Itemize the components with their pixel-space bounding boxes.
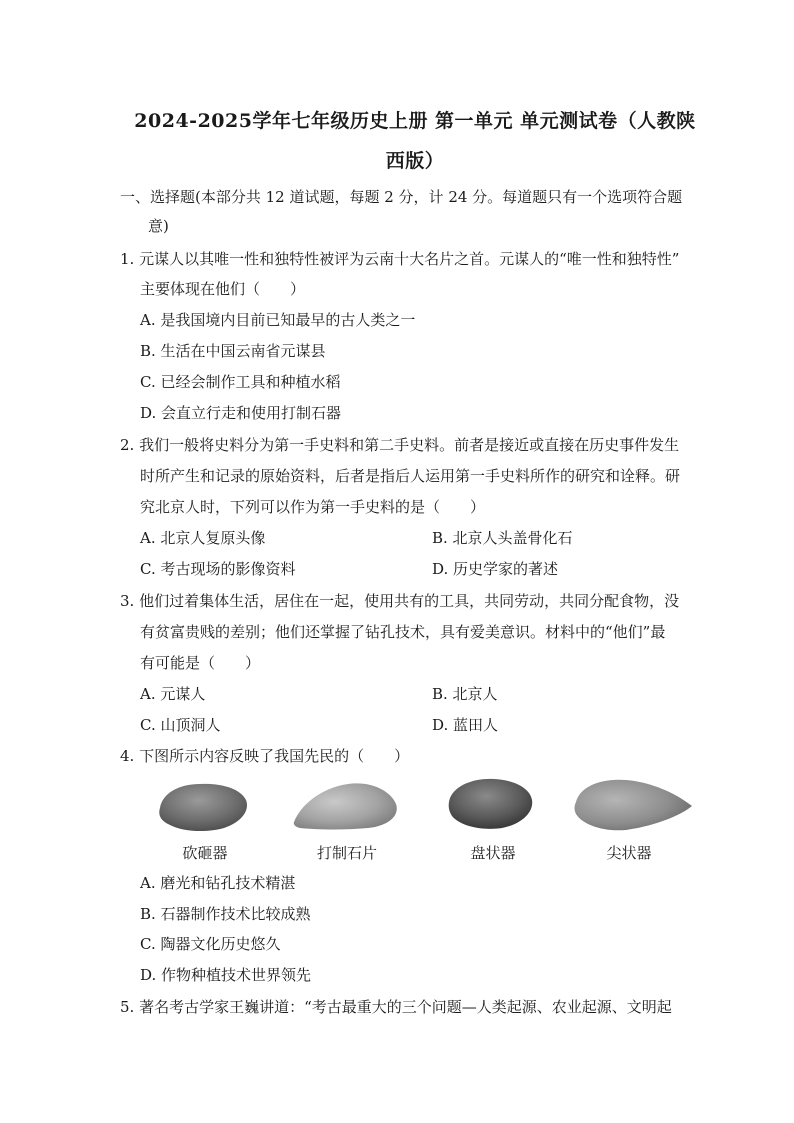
- q2-option-b: B. 北京人头盖骨化石: [432, 529, 573, 547]
- q4-option-d: D. 作物种植技术世界领先: [140, 966, 312, 984]
- q5-stem-line1: 5. 著名考古学家王巍讲道：“考古最重大的三个问题—人类起源、农业起源、文明起: [120, 998, 672, 1016]
- q3-option-b: B. 北京人: [432, 685, 498, 703]
- flake-stone-image: [290, 778, 400, 834]
- chopper-stone-image: [154, 778, 250, 834]
- exam-title-line2: 西版）: [385, 150, 445, 172]
- q2-stem-line3: 究北京人时，下列可以作为第一手史料的是（ ）: [140, 498, 486, 516]
- q4-option-a: A. 磨光和钻孔技术精湛: [140, 874, 296, 892]
- section-heading-line1: 一、选择题(本部分共 12 道试题，每题 2 分，计 24 分。每道题只有一个选项符合题: [120, 188, 683, 206]
- q2-stem-line2: 时所产生和记录的原始资料，后者是指后人运用第一手史料所作的研究和诠释。研: [140, 467, 681, 485]
- q3-stem-line3: 有可能是（ ）: [140, 654, 261, 672]
- q3-option-a: A. 元谋人: [140, 685, 206, 703]
- point-stone-image: [570, 776, 696, 834]
- q2-option-c: C. 考古现场的影像资料: [140, 560, 296, 578]
- q1-stem-line1: 1. 元谋人以其唯一性和独特性被评为云南十大名片之首。元谋人的“唯一性和独特性”: [120, 250, 680, 268]
- discoid-stone-image: [446, 776, 534, 832]
- q4-option-b: B. 石器制作技术比较成熟: [140, 905, 311, 923]
- q1-option-d: D. 会直立行走和使用打制石器: [140, 404, 342, 422]
- q4-option-c: C. 陶器文化历史悠久: [140, 935, 281, 953]
- flake-caption: 打制石片: [316, 844, 377, 862]
- section-heading-line2: 意): [148, 217, 169, 235]
- q1-option-b: B. 生活在中国云南省元谋县: [140, 342, 326, 360]
- q3-option-d: D. 蓝田人: [432, 716, 499, 734]
- q2-stem-line1: 2. 我们一般将史料分为第一手史料和第二手史料。前者是接近或直接在历史事件发生: [120, 436, 680, 454]
- q3-stem-line2: 有贫富贵贱的差别；他们还掌握了钻孔技术，具有爱美意识。材料中的“他们”最: [140, 623, 666, 641]
- chopper-caption: 砍砸器: [182, 844, 228, 862]
- q2-option-a: A. 北京人复原头像: [140, 529, 266, 547]
- q1-option-c: C. 已经会制作工具和种植水稻: [140, 373, 341, 391]
- q1-stem-line2: 主要体现在他们（ ）: [140, 280, 306, 298]
- q3-option-c: C. 山顶洞人: [140, 716, 221, 734]
- q3-stem-line1: 3. 他们过着集体生活，居住在一起，使用共有的工具，共同劳动，共同分配食物，没: [120, 592, 680, 610]
- point-caption: 尖状器: [606, 844, 652, 862]
- exam-title-line1: 2024-2025学年七年级历史上册 第一单元 单元测试卷（人教陕: [134, 110, 696, 132]
- q4-stem-line1: 4. 下图所示内容反映了我国先民的（ ）: [120, 747, 410, 765]
- q2-option-d: D. 历史学家的著述: [432, 560, 559, 578]
- q1-option-a: A. 是我国境内目前已知最早的古人类之一: [140, 311, 416, 329]
- discoid-caption: 盘状器: [470, 844, 516, 862]
